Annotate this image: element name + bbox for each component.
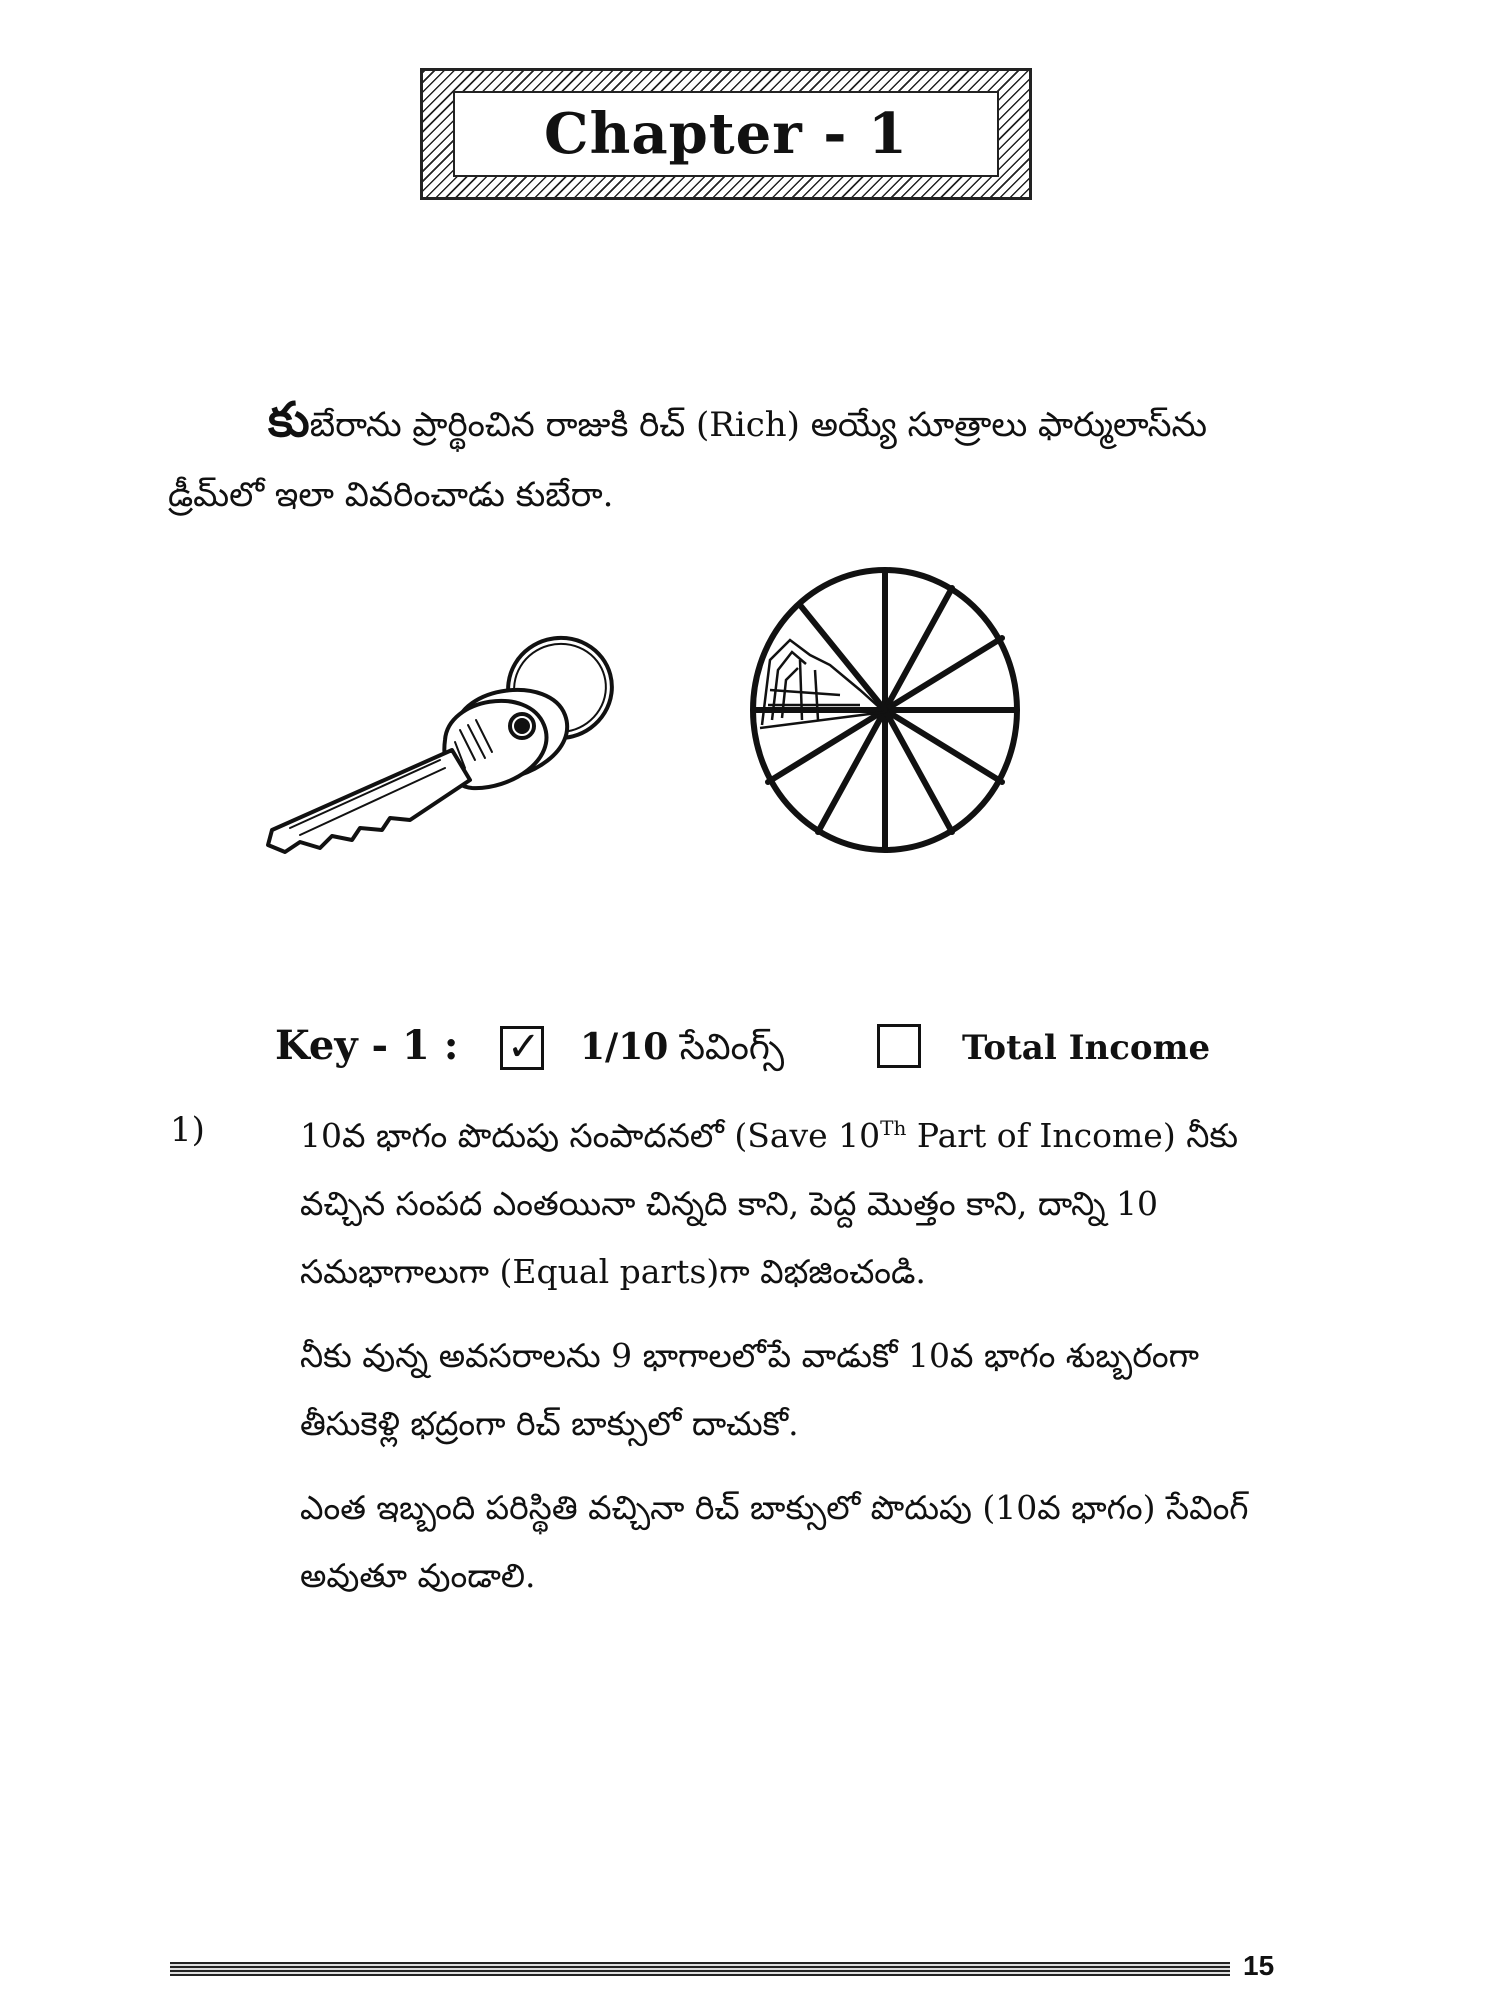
paragraph-1-superscript: Th [880, 1116, 907, 1140]
total-income-checkbox [877, 1024, 921, 1068]
checkmark-icon: ✓ [507, 1024, 541, 1070]
key-label: Key - 1 : [275, 1022, 459, 1069]
paragraph-2: నీకు వున్న అవసరాలను 9 భాగాలలోపే వాడుకో 10వ భాగం శుబ్బరంగా తీసుకెళ్లి భద్రంగా రిచ్ బాక్సులో దాచుకో. [300, 1336, 1200, 1443]
savings-option [580, 1026, 784, 1077]
page-number: 15 [1243, 1950, 1275, 1981]
chapter-heading-box [420, 68, 1032, 200]
chapter-heading-inner [453, 91, 999, 177]
key-icon [260, 630, 660, 870]
total-income-text: Total Income [962, 1028, 1211, 1068]
paragraph-1 [300, 1102, 1300, 1306]
intro-paragraph [168, 385, 1298, 530]
paragraph-3: ఎంత ఇబ్బంది పరిస్థితి వచ్చినా రిచ్ బాక్సులో పొదుపు (10వ భాగం) సేవింగ్ అవుతూ వుండాలి. [300, 1488, 1249, 1595]
key-row [275, 1012, 1275, 1082]
savings-checkbox [500, 1026, 544, 1070]
wheel-icon [740, 560, 1030, 860]
item-number: 1) [170, 1110, 205, 1150]
intro-dropcap: కు [268, 392, 310, 448]
paragraph-1-part-a: 10వ భాగం పొదుపు సంపాదనలో (Save 10 [300, 1116, 881, 1155]
section-body [300, 1102, 1300, 1626]
savings-fraction: 1/10 [580, 1026, 669, 1068]
paragraph-1-part-b: Part of Income) నీకు వచ్చిన సంపద ఎంతయినా చిన్నది కాని, పెద్ద మొత్తం కాని, దాన్ని 10 సమభాగాలుగా (Equal parts)గా విభజించండి. [300, 1116, 1239, 1291]
footer-rule [170, 1962, 1230, 1976]
savings-text: సేవింగ్స్ [679, 1027, 785, 1068]
intro-line-2: డ్రీమ్‌లో ఇలా వివరించాడు కుబేరా. [168, 475, 614, 515]
intro-line-1: బేరాను ప్రార్థించిన రాజుకి రిచ్ (Rich) అయ్యే సూత్రాలు ఫార్ములాస్‌ను [309, 405, 1208, 445]
chapter-title: Chapter - 1 [544, 101, 908, 167]
